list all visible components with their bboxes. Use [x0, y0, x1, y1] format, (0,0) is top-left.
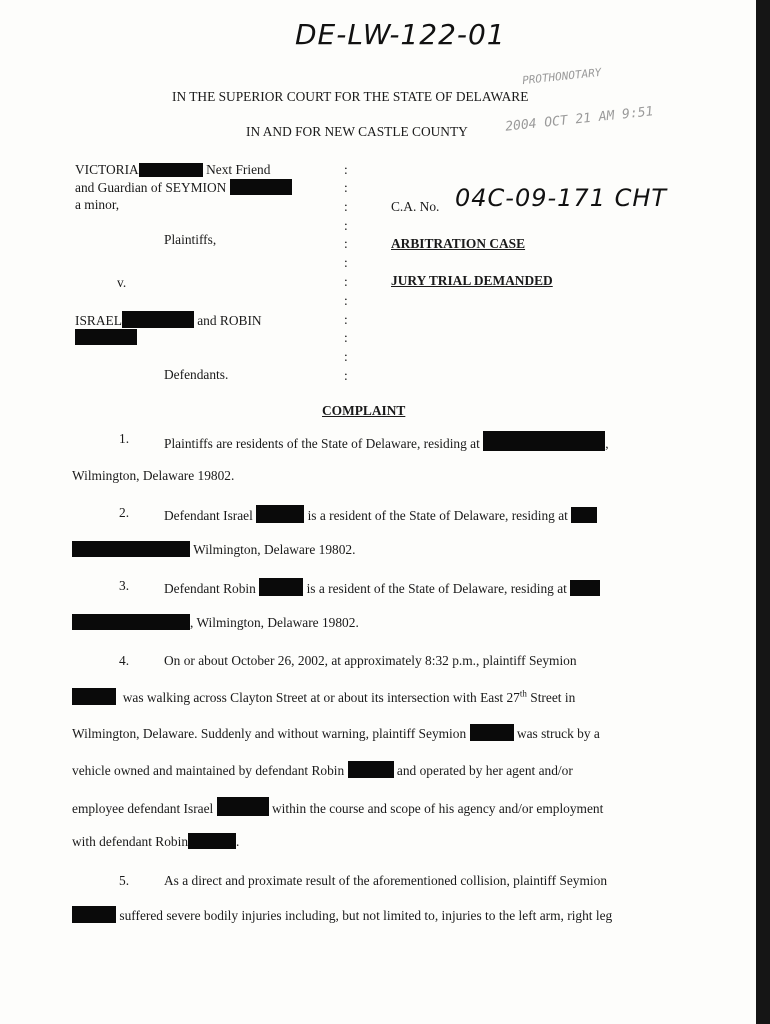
- paragraph-4-line-1: On or about October 26, 2002, at approximately 8:32 p.m., plaintiff Seymion: [164, 653, 577, 668]
- plaintiff-line-3: a minor,: [75, 197, 120, 212]
- scan-edge-shadow: [756, 0, 770, 1024]
- paragraph-5-line-2: suffered severe bodily injuries including, but not limited to, injuries to the left arm, right leg: [72, 906, 612, 924]
- caption-colon: :: [344, 162, 348, 177]
- redaction: [122, 311, 194, 328]
- filing-stamp-line1: PROTHONOTARY: [521, 65, 602, 88]
- redaction: [259, 578, 303, 596]
- redaction: [570, 580, 600, 596]
- redaction: [217, 797, 269, 816]
- paragraph-2-line-1: Defendant Israel is a resident of the State of Delaware, residing at: [164, 505, 597, 524]
- redaction: [348, 761, 394, 778]
- redaction: [571, 507, 597, 523]
- redaction: [72, 688, 116, 705]
- redaction: [72, 541, 190, 557]
- arbitration-case: ARBITRATION CASE: [391, 236, 526, 251]
- redaction: [483, 431, 605, 451]
- redaction: [256, 505, 304, 523]
- defendant-line-1: ISRAEL and ROBIN: [75, 313, 262, 328]
- caption-colon: :: [344, 349, 348, 364]
- redaction: [139, 163, 203, 177]
- versus: v.: [117, 275, 127, 290]
- complaint-title: COMPLAINT: [322, 403, 406, 418]
- caption-colon: :: [344, 236, 348, 251]
- paragraph-1-line-2: Wilmington, Delaware 19802.: [72, 468, 235, 483]
- plaintiff-line-1: VICTORIA Next Friend: [75, 162, 271, 177]
- redaction: [188, 833, 236, 849]
- caption-colon: :: [344, 255, 348, 270]
- paragraph-3-line-1: Defendant Robin is a resident of the State of Delaware, residing at: [164, 578, 600, 597]
- jury-trial-demanded: JURY TRIAL DEMANDED: [391, 273, 553, 288]
- paragraph-number: 2.: [119, 505, 130, 520]
- handwritten-case-id: DE-LW-122-01: [295, 18, 506, 51]
- redaction: [72, 614, 190, 630]
- court-name: IN THE SUPERIOR COURT FOR THE STATE OF DELAWARE: [172, 89, 529, 104]
- paragraph-1-line-1: Plaintiffs are residents of the State of Delaware, residing at ,: [164, 431, 609, 452]
- plaintiffs-label: Plaintiffs,: [164, 232, 217, 247]
- paragraph-number: 4.: [119, 653, 130, 668]
- redaction: [75, 329, 137, 345]
- caption-colon: :: [344, 330, 348, 345]
- redaction: [470, 724, 514, 741]
- case-number-label: C.A. No.: [391, 199, 440, 214]
- case-number-handwritten: 04C-09-171 CHT: [455, 184, 668, 212]
- paragraph-number: 3.: [119, 578, 130, 593]
- paragraph-4-line-5: employee defendant Israel within the course and scope of his agency and/or employment: [72, 797, 603, 817]
- paragraph-number: 1.: [119, 431, 130, 446]
- paragraph-4-line-2: was walking across Clayton Street at or about its intersection with East 27th Street in: [72, 688, 575, 706]
- county-name: IN AND FOR NEW CASTLE COUNTY: [246, 124, 468, 139]
- paragraph-3-line-2: , Wilmington, Delaware 19802.: [72, 614, 359, 631]
- plaintiff-line-2: and Guardian of SEYMION: [75, 179, 292, 196]
- caption-colon: :: [344, 312, 348, 327]
- filing-stamp-line2: 2004 OCT 21 AM 9:51: [504, 104, 655, 135]
- caption-colon: :: [344, 368, 348, 383]
- caption-colon: :: [344, 199, 348, 214]
- paragraph-5-line-1: As a direct and proximate result of the aforementioned collision, plaintiff Seymion: [164, 873, 608, 888]
- defendants-label: Defendants.: [164, 367, 229, 382]
- paragraph-number: 5.: [119, 873, 130, 888]
- redaction: [72, 906, 116, 923]
- caption-colon: :: [344, 218, 348, 233]
- caption-colon: :: [344, 180, 348, 195]
- redaction: [230, 179, 292, 195]
- paragraph-2-line-2: Wilmington, Delaware 19802.: [72, 541, 355, 558]
- caption-colon: :: [344, 274, 348, 289]
- caption-colon: :: [344, 293, 348, 308]
- paragraph-4-line-3: Wilmington, Delaware. Suddenly and without warning, plaintiff Seymion was struck by a: [72, 726, 600, 741]
- paragraph-4-line-4: vehicle owned and maintained by defendant Robin and operated by her agent and/or: [72, 763, 573, 778]
- paragraph-4-line-6: with defendant Robin .: [72, 834, 240, 849]
